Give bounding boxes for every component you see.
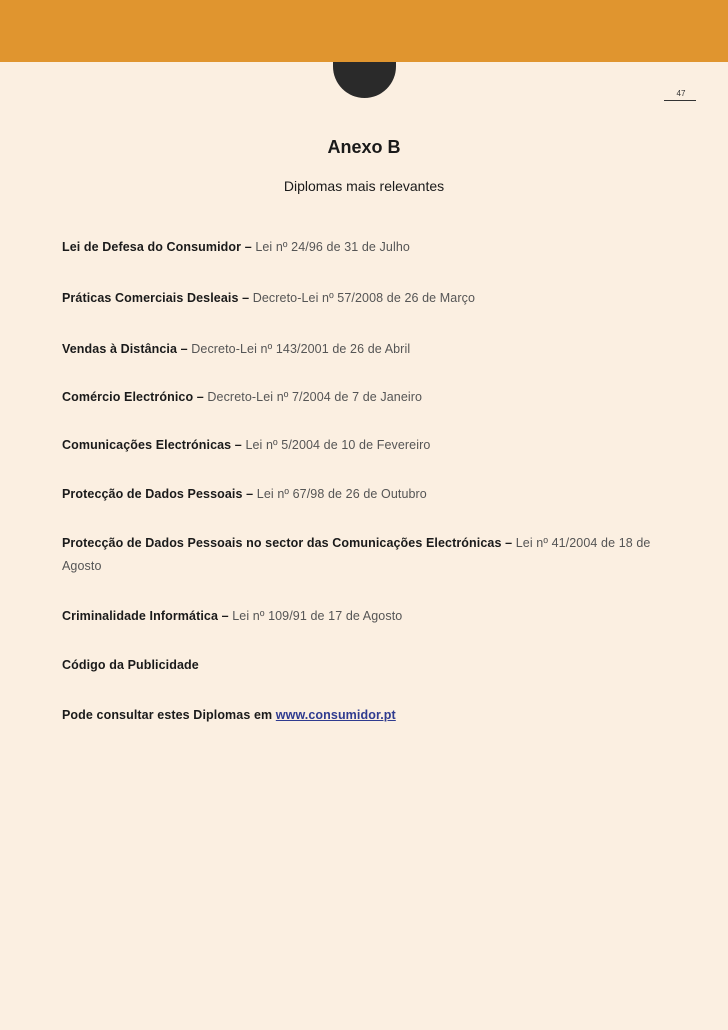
diploma-reference: Lei nº 41/2004 de 18 de Agosto [62,536,651,573]
diploma-entry [62,287,672,310]
footer-note [62,704,672,727]
diploma-reference: Lei nº 24/96 de 31 de Julho [255,240,410,254]
diploma-name: Comércio Electrónico – [62,390,204,404]
diploma-entry [62,434,672,457]
diploma-reference: Lei nº 109/91 de 17 de Agosto [232,609,403,623]
diploma-reference: Lei nº 5/2004 de 10 de Fevereiro [245,438,431,452]
diploma-entry [62,338,672,361]
page-number-rule [664,100,696,101]
page-title: Anexo B [327,137,401,157]
diploma-name: Protecção de Dados Pessoais no sector das Comunicações Electrónicas – [62,536,513,550]
diploma-entry [62,532,672,578]
diploma-name: Código da Publicidade [62,658,199,672]
diploma-reference: Decreto-Lei nº 57/2008 de 26 de Março [252,291,476,305]
diploma-entry [62,386,672,409]
diploma-name: Vendas à Distância – [62,342,188,356]
diploma-name: Lei de Defesa do Consumidor – [62,240,252,254]
diploma-reference: Lei nº 67/98 de 26 de Outubro [256,487,427,501]
diploma-entry [62,605,672,628]
diploma-entry [62,483,672,506]
diploma-name: Práticas Comerciais Desleais – [62,291,250,305]
top-color-band [0,0,728,62]
diploma-name: Criminalidade Informática – [62,609,229,623]
diploma-name: Comunicações Electrónicas – [62,438,242,452]
page-number: 47 [676,89,686,98]
diploma-name: Protecção de Dados Pessoais – [62,487,254,501]
diploma-reference: Decreto-Lei nº 143/2001 de 26 de Abril [191,342,411,356]
diploma-reference: Decreto-Lei nº 7/2004 de 7 de Janeiro [207,390,423,404]
half-circle-decoration [333,62,396,98]
diploma-entry [62,654,672,677]
consumidor-link[interactable]: www.consumidor.pt [275,708,396,722]
page-subtitle: Diplomas mais relevantes [283,178,445,194]
diploma-entry [62,236,672,259]
footer-note-text: Pode consultar estes Diplomas em [62,708,273,722]
